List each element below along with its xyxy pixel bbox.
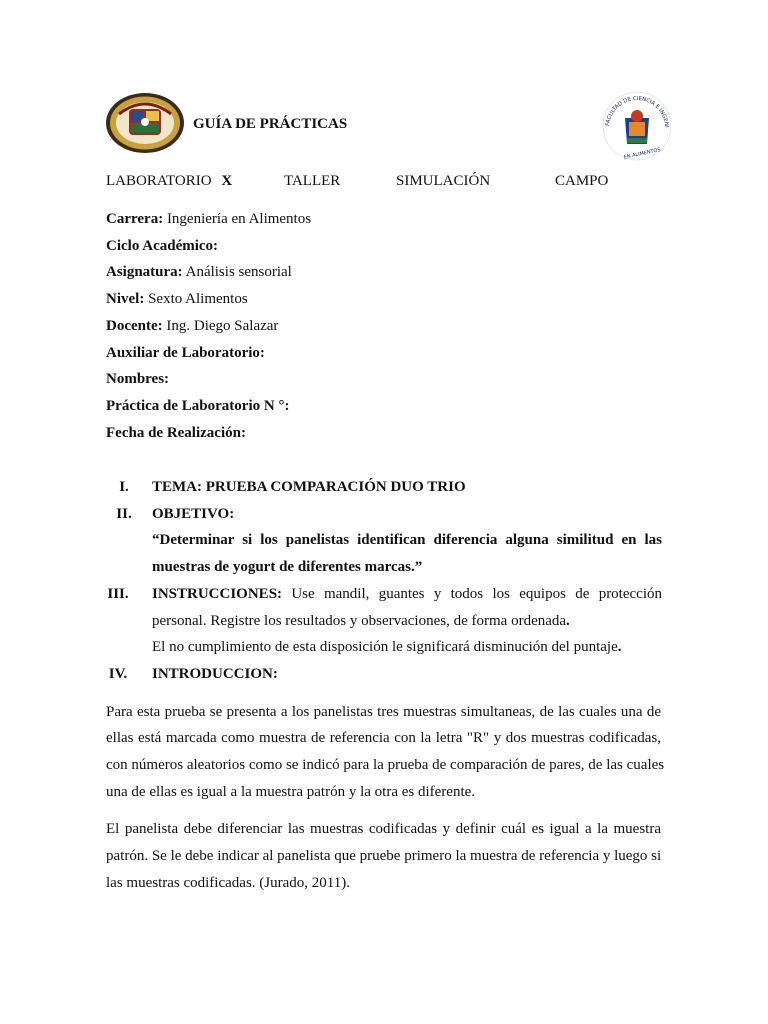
section-2-title: OBJETIVO: bbox=[152, 506, 235, 522]
svg-text:EN ALIMENTOS: EN ALIMENTOS bbox=[623, 147, 662, 161]
field-auxiliar: Auxiliar de Laboratorio: bbox=[106, 345, 265, 361]
document-title: GUÍA DE PRÁCTICAS bbox=[193, 116, 348, 132]
field-ciclo-academico: Ciclo Académico: bbox=[106, 238, 219, 254]
section-1-title: TEMA: PRUEBA COMPARACIÓN DUO TRIO bbox=[152, 479, 466, 495]
instructions-line-3 bbox=[152, 639, 621, 656]
mode-campo: CAMPO bbox=[555, 173, 609, 189]
paragraph-2-line-2: patrón. Se le debe indicar al panelista que pruebe primero la muestra de referencia y luego si bbox=[106, 848, 662, 864]
section-3-number: III. bbox=[107, 586, 129, 602]
mode-taller: TALLER bbox=[284, 173, 341, 189]
field-docente-label: Docente: bbox=[106, 318, 163, 334]
instructions-line-3-end: . bbox=[617, 639, 622, 655]
university-seal-logo bbox=[105, 92, 185, 154]
instructions-line-2 bbox=[152, 613, 570, 630]
field-carrera-value: Ingeniería en Alimentos bbox=[166, 211, 312, 227]
mode-laboratorio bbox=[106, 173, 232, 190]
field-nivel bbox=[106, 291, 248, 308]
section-1-number: I. bbox=[119, 479, 129, 495]
instructions-line-1 bbox=[152, 586, 662, 603]
faculty-seal-logo bbox=[597, 88, 677, 162]
paragraph-1-line-1: Para esta prueba se presenta a los panelistas tres muestras simultaneas, de las cuales una de bbox=[106, 704, 661, 720]
mode-laboratorio-label: LABORATORIO bbox=[106, 173, 212, 189]
field-carrera bbox=[106, 211, 311, 228]
field-nivel-label: Nivel: bbox=[106, 291, 145, 307]
instructions-label: INSTRUCCIONES: bbox=[152, 586, 283, 602]
objective-line-1: “Determinar si los panelistas identifican diferencia alguna similitud en las bbox=[152, 532, 662, 548]
paragraph-2-line-1: El panelista debe diferenciar las muestras codificadas y definir cuál es igual a la muestra bbox=[106, 821, 661, 837]
instructions-line-2-end: . bbox=[566, 613, 570, 629]
field-fecha: Fecha de Realización: bbox=[106, 425, 246, 441]
objective-line-2: muestras de yogurt de diferentes marcas.” bbox=[152, 559, 423, 575]
paragraph-2-line-3: las muestras codificadas. (Jurado, 2011). bbox=[106, 875, 350, 891]
paragraph-1-line-2: ellas está marcada como muestra de referencia con la letra "R" y dos muestras codificadas, bbox=[106, 730, 661, 746]
mode-simulacion: SIMULACIÓN bbox=[396, 173, 491, 189]
paragraph-1-line-4: una de ellas es igual a la muestra patrón y la otra es diferente. bbox=[106, 784, 476, 800]
field-asignatura-label: Asignatura: bbox=[106, 264, 183, 280]
section-2-number: II. bbox=[116, 506, 132, 522]
field-asignatura-value: Análisis sensorial bbox=[185, 264, 292, 280]
field-nivel-value: Sexto Alimentos bbox=[148, 291, 248, 307]
mode-laboratorio-mark: X bbox=[221, 173, 233, 189]
field-docente-value: Ing. Diego Salazar bbox=[166, 318, 279, 334]
field-practica-numero: Práctica de Laboratorio N °: bbox=[106, 398, 290, 414]
field-asignatura bbox=[106, 264, 292, 281]
section-4-number: IV. bbox=[108, 666, 128, 682]
instructions-line-2-text: personal. Registre los resultados y observaciones, de forma ordenada bbox=[152, 613, 567, 629]
field-docente bbox=[106, 318, 278, 335]
svg-text:FACULTAD DE CIENCIA E INGENIER: FACULTAD DE CIENCIA E INGENI bbox=[605, 95, 670, 128]
section-4-title: INTRODUCCION: bbox=[152, 666, 278, 682]
field-carrera-label: Carrera: bbox=[106, 211, 164, 227]
instructions-line-3-text: El no cumplimiento de esta disposición le significará disminución del puntaje bbox=[152, 639, 618, 655]
field-nombres: Nombres: bbox=[106, 371, 170, 387]
instructions-line-1-text: Use mandil, guantes y todos los equipos de protección bbox=[291, 586, 662, 602]
paragraph-1-line-3: con números aleatorios como se indicó para la prueba de comparación de pares, de las cuales bbox=[106, 757, 665, 773]
